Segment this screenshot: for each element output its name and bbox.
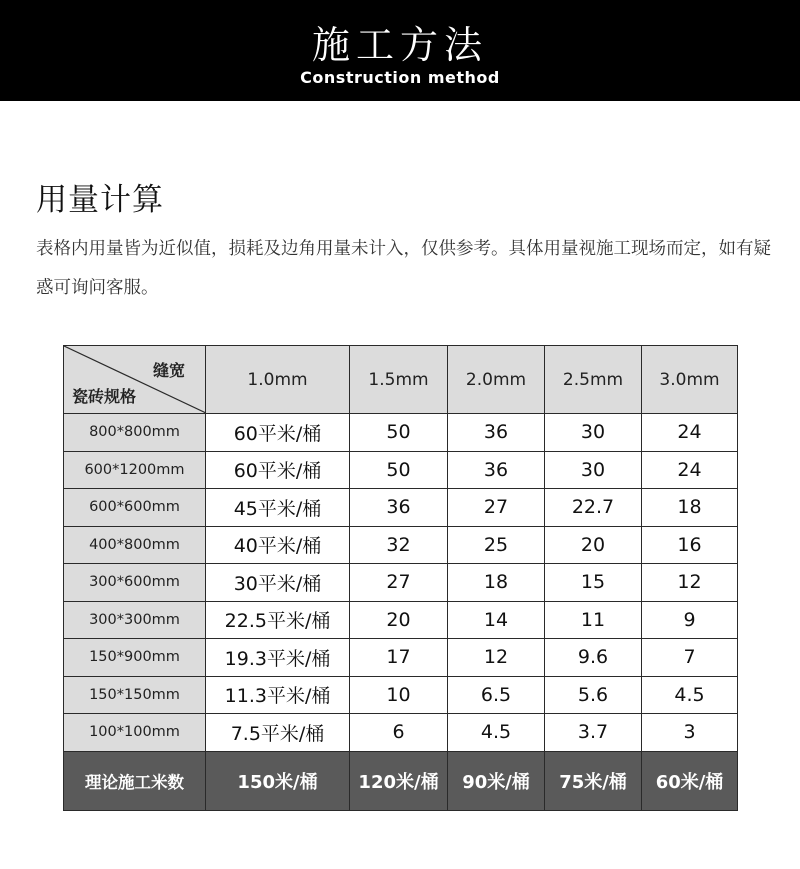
header-banner <box>0 0 800 101</box>
table-row <box>64 639 738 677</box>
coverage-value-cell: 7.5平米/桶 <box>206 714 350 752</box>
column-header: 3.0mm <box>642 346 738 414</box>
theoretical-meters-cell: 90米/桶 <box>448 751 545 810</box>
tile-size-cell: 600*600mm <box>64 489 206 527</box>
coverage-value-cell: 18 <box>642 489 738 527</box>
coverage-value-cell: 22.7 <box>545 489 642 527</box>
table-row <box>64 489 738 527</box>
table-row <box>64 564 738 602</box>
coverage-value-cell: 45平米/桶 <box>206 489 350 527</box>
coverage-value-cell: 24 <box>642 451 738 489</box>
coverage-value-cell: 16 <box>642 526 738 564</box>
coverage-value-cell: 19.3平米/桶 <box>206 639 350 677</box>
tile-size-cell: 300*600mm <box>64 564 206 602</box>
coverage-value-cell: 36 <box>448 414 545 452</box>
coverage-value-cell: 30 <box>545 414 642 452</box>
column-header: 1.5mm <box>350 346 448 414</box>
coverage-value-cell: 3 <box>642 714 738 752</box>
table-row <box>64 601 738 639</box>
tile-size-cell: 150*900mm <box>64 639 206 677</box>
coverage-value-cell: 4.5 <box>448 714 545 752</box>
coverage-value-cell: 50 <box>350 414 448 452</box>
theoretical-meters-cell: 60米/桶 <box>642 751 738 810</box>
table-row <box>64 526 738 564</box>
coverage-value-cell: 40平米/桶 <box>206 526 350 564</box>
tile-size-cell: 400*800mm <box>64 526 206 564</box>
coverage-value-cell: 14 <box>448 601 545 639</box>
table-corner-cell <box>64 346 206 414</box>
theoretical-meters-cell: 75米/桶 <box>545 751 642 810</box>
coverage-value-cell: 22.5平米/桶 <box>206 601 350 639</box>
theoretical-meters-cell: 120米/桶 <box>350 751 448 810</box>
coverage-value-cell: 9.6 <box>545 639 642 677</box>
column-header: 2.5mm <box>545 346 642 414</box>
coverage-value-cell: 17 <box>350 639 448 677</box>
coverage-value-cell: 20 <box>545 526 642 564</box>
coverage-value-cell: 4.5 <box>642 676 738 714</box>
column-header: 2.0mm <box>448 346 545 414</box>
tile-size-cell: 800*800mm <box>64 414 206 452</box>
tile-size-cell: 600*1200mm <box>64 451 206 489</box>
coverage-value-cell: 36 <box>448 451 545 489</box>
coverage-value-cell: 24 <box>642 414 738 452</box>
corner-label-tile-size: 瓷砖规格 <box>72 387 137 406</box>
table-row <box>64 676 738 714</box>
theoretical-meters-cell: 150米/桶 <box>206 751 350 810</box>
tile-size-cell: 100*100mm <box>64 714 206 752</box>
coverage-value-cell: 20 <box>350 601 448 639</box>
section-title: 用量计算 <box>36 182 164 218</box>
coverage-value-cell: 60平米/桶 <box>206 451 350 489</box>
table-row <box>64 451 738 489</box>
coverage-value-cell: 9 <box>642 601 738 639</box>
banner-subtitle: Construction method <box>300 68 500 87</box>
usage-table <box>63 345 738 811</box>
tile-size-cell: 150*150mm <box>64 676 206 714</box>
coverage-value-cell: 32 <box>350 526 448 564</box>
section-description: 表格内用量皆为近似值，损耗及边角用量未计入，仅供参考。具体用量视施工现场而定，如有疑惑可询问客服。 <box>36 239 771 298</box>
table-row <box>64 714 738 752</box>
coverage-value-cell: 10 <box>350 676 448 714</box>
coverage-value-cell: 12 <box>642 564 738 602</box>
coverage-value-cell: 3.7 <box>545 714 642 752</box>
tile-size-cell: 300*300mm <box>64 601 206 639</box>
coverage-value-cell: 36 <box>350 489 448 527</box>
coverage-value-cell: 60平米/桶 <box>206 414 350 452</box>
table-footer-row <box>64 751 738 810</box>
coverage-value-cell: 27 <box>350 564 448 602</box>
banner-title: 施工方法 <box>311 23 488 67</box>
coverage-value-cell: 18 <box>448 564 545 602</box>
coverage-value-cell: 11.3平米/桶 <box>206 676 350 714</box>
coverage-value-cell: 6 <box>350 714 448 752</box>
coverage-value-cell: 7 <box>642 639 738 677</box>
coverage-value-cell: 11 <box>545 601 642 639</box>
coverage-value-cell: 15 <box>545 564 642 602</box>
coverage-value-cell: 50 <box>350 451 448 489</box>
coverage-value-cell: 30 <box>545 451 642 489</box>
coverage-value-cell: 30平米/桶 <box>206 564 350 602</box>
coverage-value-cell: 6.5 <box>448 676 545 714</box>
coverage-value-cell: 12 <box>448 639 545 677</box>
corner-label-joint-width: 缝宽 <box>152 361 185 380</box>
footer-label-cell: 理论施工米数 <box>64 751 206 810</box>
coverage-value-cell: 25 <box>448 526 545 564</box>
coverage-value-cell: 5.6 <box>545 676 642 714</box>
table-row <box>64 414 738 452</box>
column-header: 1.0mm <box>206 346 350 414</box>
coverage-value-cell: 27 <box>448 489 545 527</box>
table-header-row <box>64 346 738 414</box>
